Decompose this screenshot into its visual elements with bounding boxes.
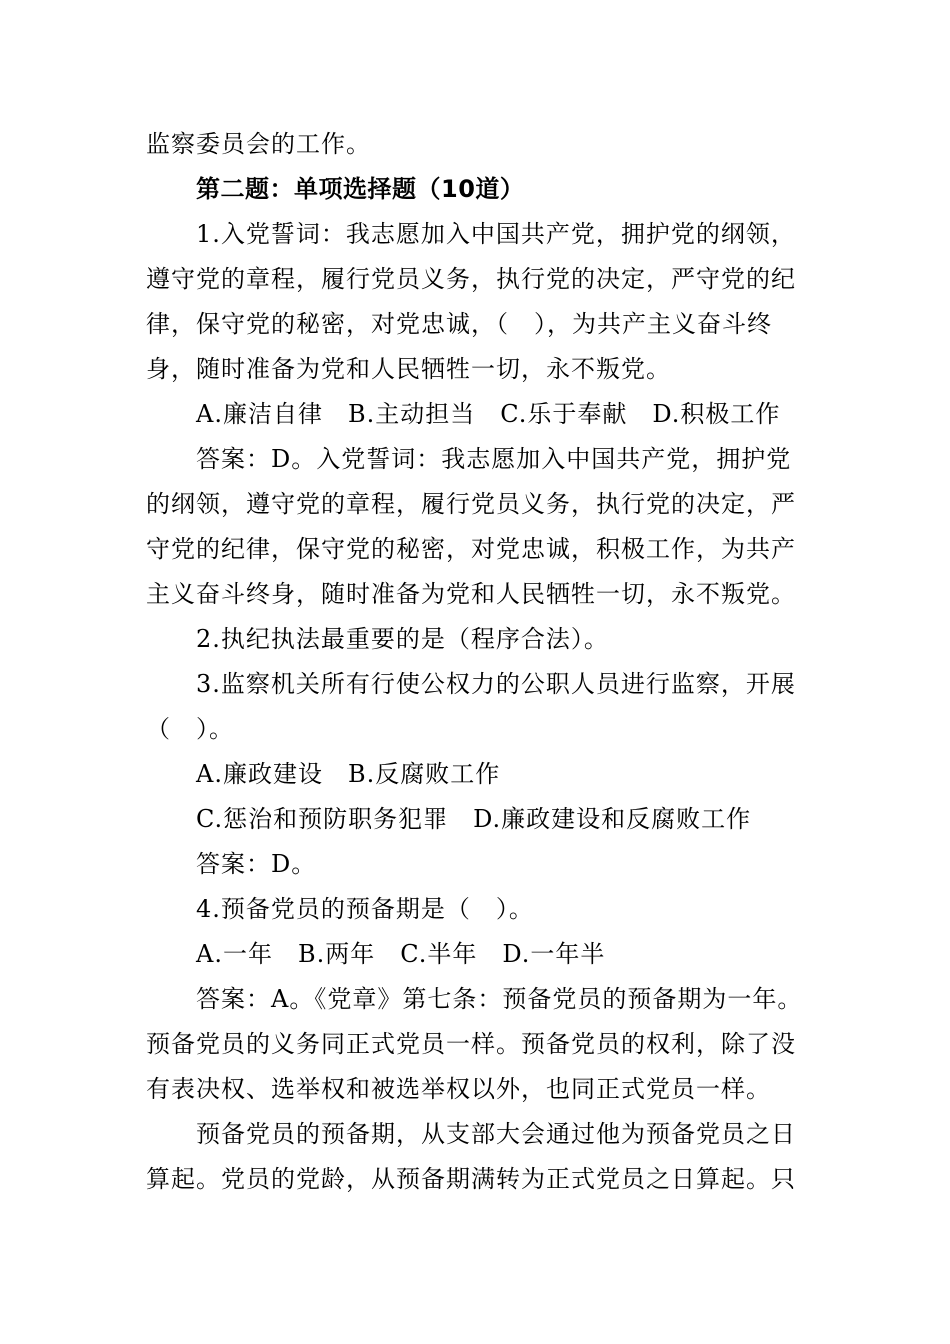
text-line: 监察委员会的工作。: [146, 130, 371, 158]
question-1-answer: 答案：D。入党誓词：我志愿加入中国共产党，拥护党: [196, 445, 792, 473]
paragraph-start: 预备党员的预备期，从支部大会通过他为预备党员之日: [196, 1120, 796, 1148]
question-4-text: 4.预备党员的预备期是（ ）。: [196, 895, 534, 923]
text-line: （ ）。: [146, 715, 234, 743]
text-line: 遵守党的章程，履行党员义务，执行党的决定，严守党的纪: [146, 265, 796, 293]
text-line: 主义奋斗终身，随时准备为党和人民牺牲一切，永不叛党。: [146, 580, 796, 608]
text-line: 有表决权、选举权和被选举权以外，也同正式党员一样。: [146, 1075, 771, 1103]
question-1-text: 1.入党誓词：我志愿加入中国共产党，拥护党的纲领，: [196, 220, 796, 248]
question-4-answer: 答案：A。《党章》第七条：预备党员的预备期为一年。: [196, 985, 803, 1013]
question-3-text: 3.监察机关所有行使公权力的公职人员进行监察，开展: [196, 670, 796, 698]
question-3-options-cd: C.惩治和预防职务犯罪 D.廉政建设和反腐败工作: [196, 805, 752, 833]
text-line: 身，随时准备为党和人民牺牲一切，永不叛党。: [146, 355, 671, 383]
question-2-text: 2.执纪执法最重要的是（程序合法）。: [196, 625, 609, 653]
text-line: 律，保守党的秘密，对党忠诚，（ ），为共产主义奋斗终: [146, 310, 772, 338]
question-3-options-ab: A.廉政建设 B.反腐败工作: [196, 760, 501, 788]
text-line: 算起。党员的党龄，从预备期满转为正式党员之日算起。只: [146, 1165, 796, 1193]
text-line: 的纲领，遵守党的章程，履行党员义务，执行党的决定，严: [146, 490, 796, 518]
question-3-answer: 答案：D。: [196, 850, 317, 878]
question-4-options: A.一年 B.两年 C.半年 D.一年半: [196, 940, 606, 968]
section-heading: 第二题：单项选择题（10道）: [196, 175, 525, 203]
text-line: 预备党员的义务同正式党员一样。预备党员的权利，除了没: [146, 1030, 796, 1058]
question-1-options: A.廉洁自律 B.主动担当 C.乐于奉献 D.积极工作: [196, 400, 781, 428]
text-line: 守党的纪律，保守党的秘密，对党忠诚，积极工作，为共产: [146, 535, 796, 563]
